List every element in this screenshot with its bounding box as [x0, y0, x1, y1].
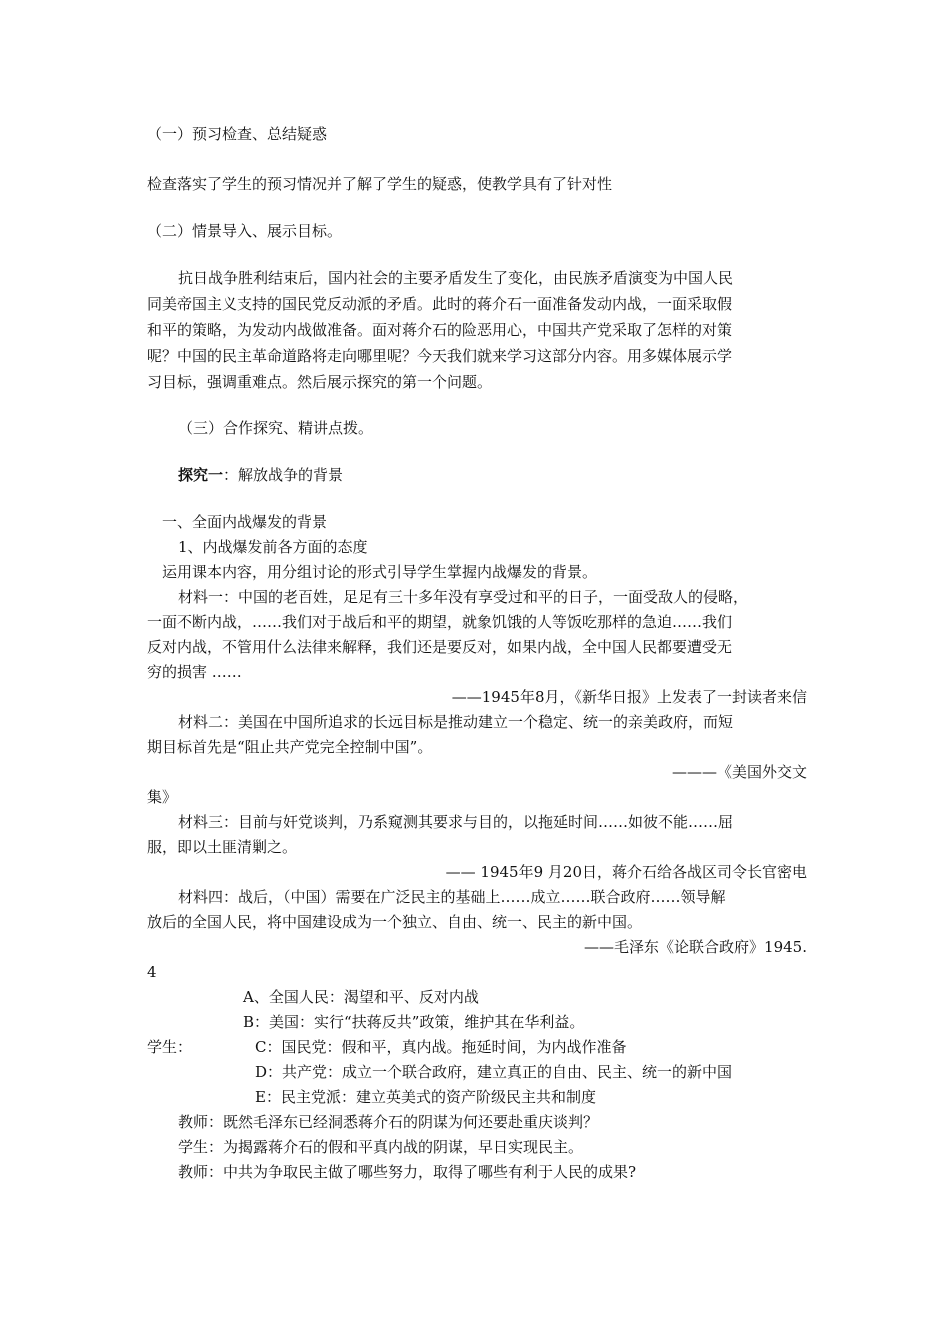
material-3-source: —— 1945年9 月20日，蒋介石给各战区司令长官密电: [445, 863, 807, 881]
explore-title: ：解放战争的背景: [223, 466, 344, 484]
intro-paragraph-line: 呢？中国的民主革命道路将走向哪里呢？今天我们就来学习这部分内容。用多媒体展示学: [147, 347, 733, 365]
material-2-line: 材料二：美国在中国所追求的长远目标是推动建立一个稳定、统一的亲美政府，而短: [178, 713, 734, 731]
intro-paragraph-line: 习目标，强调重难点。然后展示探究的第一个问题。: [147, 373, 493, 391]
material-4-source: ——毛泽东《论联合政府》1945.: [584, 938, 807, 956]
answer-d: D：共产党：成立一个联合政府，建立真正的自由、民主、统一的新中国: [255, 1063, 733, 1081]
student-label: 学生：: [147, 1038, 193, 1056]
material-4-line: 放后的全国人民，将中国建设成为一个独立、自由、统一、民主的新中国。: [147, 913, 643, 931]
subheading-attitudes: 1、内战爆发前各方面的态度: [178, 538, 368, 556]
material-1-line: 穷的损害 ……: [147, 663, 242, 681]
answer-b: B：美国：实行“扶蒋反共”政策，维护其在华利益。: [243, 1013, 585, 1031]
material-4-line: 材料四：战后，（中国）需要在广泛民主的基础上……成立……联合政府……领导解: [178, 888, 726, 906]
material-1-line: 反对内战，不管用什么法律来解释，我们还是要反对，如果内战，全中国人民都要遭受无: [147, 638, 733, 656]
material-2-source-cont: 集》: [147, 788, 178, 806]
material-3-line: 服，即以土匪清剿之。: [147, 838, 298, 856]
section-2-heading: （二）情景导入、展示目标。: [147, 222, 343, 240]
material-4-source-cont: 4: [147, 963, 157, 981]
material-2-line: 期目标首先是“阻止共产党完全控制中国”。: [147, 738, 433, 756]
dialogue-line: 教师：中共为争取民主做了哪些努力，取得了哪些有利于人民的成果?: [178, 1163, 637, 1181]
material-3-line: 材料三：目前与奸党谈判，乃系窥测其要求与目的，以拖延时间……如彼不能……屈: [178, 813, 734, 831]
explore-heading: [178, 465, 343, 485]
explore-label: 探究一: [178, 466, 224, 484]
answer-e: E：民主党派：建立英美式的资产阶级民主共和制度: [255, 1088, 596, 1106]
section-1-heading: （一）预习检查、总结疑惑: [147, 125, 328, 143]
material-1-line: 材料一：中国的老百姓，足足有三十多年没有享受过和平的日子，一面受敌人的侵略，: [178, 588, 749, 606]
answer-c: C：国民党：假和平，真内战。拖延时间，为内战作准备: [255, 1038, 627, 1056]
intro-paragraph-line: 同美帝国主义支持的国民党反动派的矛盾。此时的蒋介石一面准备发动内战，一面采取假: [147, 295, 733, 313]
material-1-source: ——1945年8月，《新华日报》上发表了一封读者来信: [451, 688, 807, 706]
intro-paragraph-line: 和平的策略，为发动内战做准备。面对蒋介石的险恶用心，中国共产党采取了怎样的对策: [147, 321, 733, 339]
intro-paragraph-line: 抗日战争胜利结束后，国内社会的主要矛盾发生了变化，由民族矛盾演变为中国人民: [178, 269, 734, 287]
section-3-heading: （三）合作探究、精讲点拨。: [178, 419, 374, 437]
dialogue-line: 学生：为揭露蒋介石的假和平真内战的阴谋，早日实现民主。: [178, 1138, 584, 1156]
dialogue-line: 教师：既然毛泽东已经洞悉蒋介石的阴谋为何还要赴重庆谈判？: [178, 1113, 599, 1131]
subheading-background: 一、全面内战爆发的背景: [162, 513, 328, 531]
method-text: 运用课本内容，用分组讨论的形式引导学生掌握内战爆发的背景。: [162, 563, 598, 581]
material-2-source: ———《美国外交文: [671, 763, 807, 781]
answer-a: A、全国人民：渴望和平、反对内战: [243, 988, 479, 1006]
section-1-body: 检查落实了学生的预习情况并了解了学生的疑惑，使教学具有了针对性: [147, 175, 613, 193]
material-1-line: 一面不断内战，……我们对于战后和平的期望，就象饥饿的人等饭吃那样的急迫……我们: [147, 613, 733, 631]
